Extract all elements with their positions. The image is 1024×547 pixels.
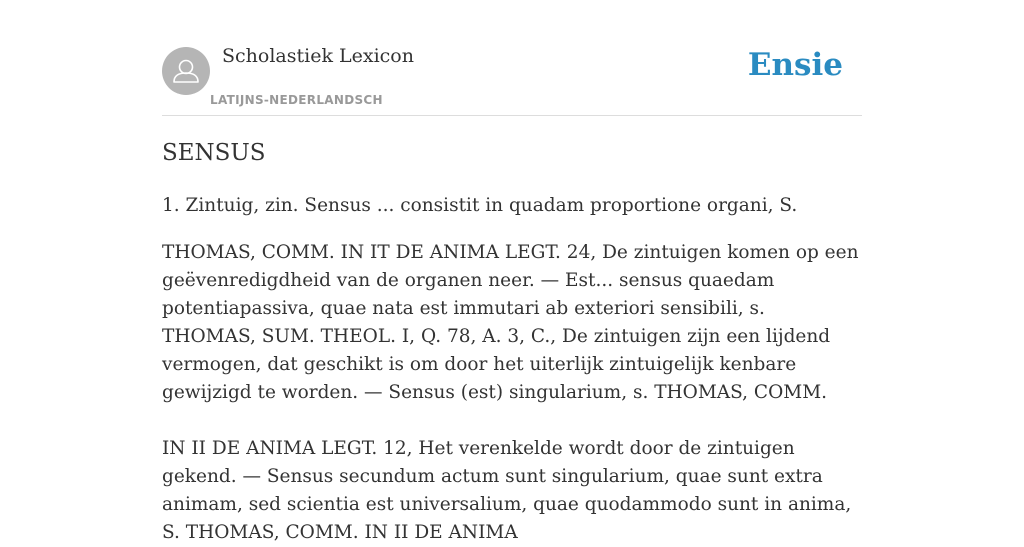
avatar[interactable] [162, 47, 210, 95]
entry-title: SENSUS [162, 140, 266, 166]
lexicon-title[interactable]: Scholastiek Lexicon [222, 45, 414, 67]
entry-paragraph-3: IN II DE ANIMA LEGT. 12, Het verenkelde wordt door de zintuigen gekend. — Sensus secundum actum sunt singularium, quae sunt extra animam, sed scientia est universalium, quae quodammodo sunt in anima, S. THOMAS, COMM. IN II DE ANIMA [162, 438, 852, 543]
user-icon [162, 47, 210, 95]
entry-paragraph-2: THOMAS, COMM. IN IT DE ANIMA LEGT. 24, De zintuigen komen op een geëvenredigdheid van de organen neer. — Est... sensus quaedam potentiapassiva, quae nata est immutari ab exteriori sensibili, s. THOMAS, SUM. THEOL. I, Q. 78, A. 3, C., De zintuigen zijn een lijdend vermogen, dat geschikt is om door het uiterlijk zintuigelijk kenbare gewijzigd te worden. — Sensus (est) singularium, s. THOMAS, COMM. [162, 242, 859, 403]
page-container [162, 0, 862, 543]
site-header [162, 0, 862, 116]
entry-paragraph-1: 1. Zintuig, zin. Sensus ... consistit in quadam proportione organi, S. [162, 195, 798, 216]
ensie-logo[interactable]: Ensie [747, 47, 843, 83]
lexicon-subtitle: LATIJNS-NEDERLANDSCH [210, 93, 383, 107]
